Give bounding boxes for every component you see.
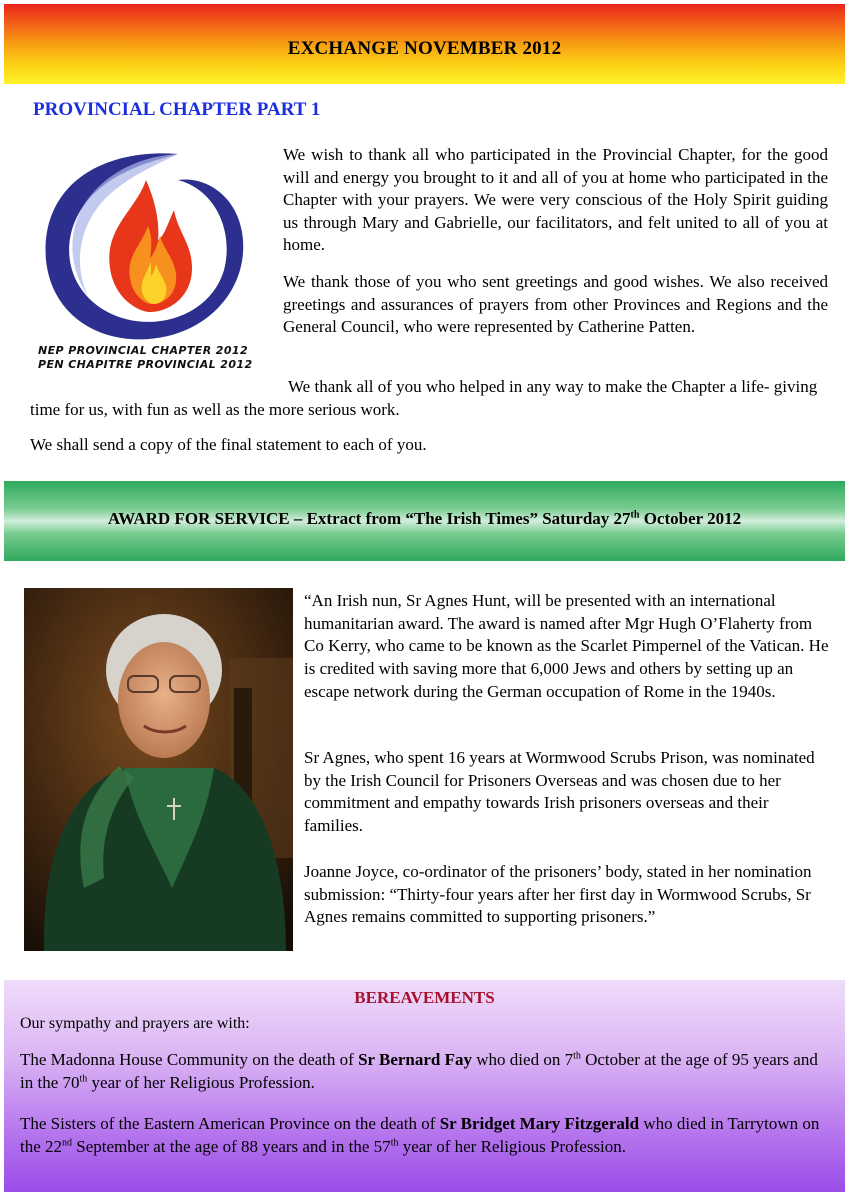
flame-icon <box>109 180 192 312</box>
entry-text: September at the age of 88 years and in the 57 <box>72 1136 391 1156</box>
entry-text: year of her Religious Profession. <box>87 1072 315 1092</box>
chapter-paragraph: We thank those of you who sent greetings and good wishes. We also received greetings and assurances of prayers from other Provinces and Regions and the General Council, who were represented by Catherine Patten. <box>283 272 828 336</box>
deceased-name: Sr Bernard Fay <box>358 1050 473 1069</box>
bereavements-intro: Our sympathy and prayers are with: <box>20 1015 250 1032</box>
logo-caption <box>38 344 278 372</box>
entry-text: The Madonna House Community on the death of <box>20 1050 359 1069</box>
award-heading-sup: th <box>630 509 640 521</box>
sr-agnes-photo <box>24 588 293 951</box>
entry-sup: th <box>573 1050 581 1062</box>
header-banner <box>4 4 845 84</box>
entry-text: year of her Religious Profession. <box>398 1136 627 1156</box>
deceased-name: Sr Bridget Mary Fitzgerald <box>439 1114 640 1133</box>
bereavement-entry <box>20 1113 825 1158</box>
award-heading-text: AWARD FOR SERVICE – Extract from “The Irish Times” Saturday 27 <box>107 509 631 528</box>
award-banner <box>4 481 845 561</box>
entry-sup: th <box>390 1136 399 1148</box>
page-title: EXCHANGE NOVEMBER 2012 <box>287 38 562 59</box>
bereavement-entry <box>20 1049 825 1094</box>
entry-text: October at the age of 95 years and in the 70 <box>20 1050 818 1092</box>
entry-text: who died in Tarrytown on the 22 <box>20 1114 820 1156</box>
award-paragraph: Joanne Joyce, co-ordinator of the prisoners’ body, stated in her nomination submission: “Thirty-four years after her first day in Wormwood Scrubs, Sr Agnes remains committed to supporting prisoners.” <box>304 862 812 927</box>
award-paragraph: Sr Agnes, who spent 16 years at Wormwood Scrubs Prison, was nominated by the Irish Council for Prisoners Overseas and was chosen due to her commitment and empathy towards Irish prisoners overseas and their families. <box>304 748 815 836</box>
award-paragraph: “An Irish nun, Sr Agnes Hunt, will be presented with an international humanitarian award. The award is named after Mgr Hugh O’Flaherty from Co Kerry, who came to be known as the Scarlet Pimpernel of the Vatican. He is credited with saving more that 6,000 Jews and others by setting up an escape network during the German occupation of Rome in the 1940s. <box>304 591 829 701</box>
chapter-paragraph: We wish to thank all who participated in the Provincial Chapter, for the good will and energy you brought to it and all of you at home who participated in the Chapter with your prayers. We were very conscious of the Holy Spirit guiding us through Mary and Gabrielle, our facilitators, and felt united to all of you at home. <box>283 145 828 254</box>
logo-caption-line2: PEN CHAPITRE PROVINCIAL 2012 <box>38 358 253 371</box>
bereavements-title: BEREAVEMENTS <box>354 988 495 1007</box>
award-heading-date: October 2012 <box>639 509 742 528</box>
chapter-paragraph: We shall send a copy of the final statement to each of you. <box>30 435 427 454</box>
entry-text: who died on 7 <box>472 1050 574 1069</box>
section-title-chapter: PROVINCIAL CHAPTER PART 1 <box>33 99 321 120</box>
entry-text: The Sisters of the Eastern American Province on the death of <box>20 1114 440 1133</box>
logo-caption-line1: NEP PROVINCIAL CHAPTER 2012 <box>38 344 249 357</box>
award-heading <box>4 509 845 529</box>
entry-sup: th <box>79 1072 88 1084</box>
chapter-paragraph: We thank all of you who helped in any way to make the Chapter a life- giving time for us, with fun as well as the more serious work. <box>30 377 818 419</box>
entry-sup: nd <box>62 1136 73 1148</box>
